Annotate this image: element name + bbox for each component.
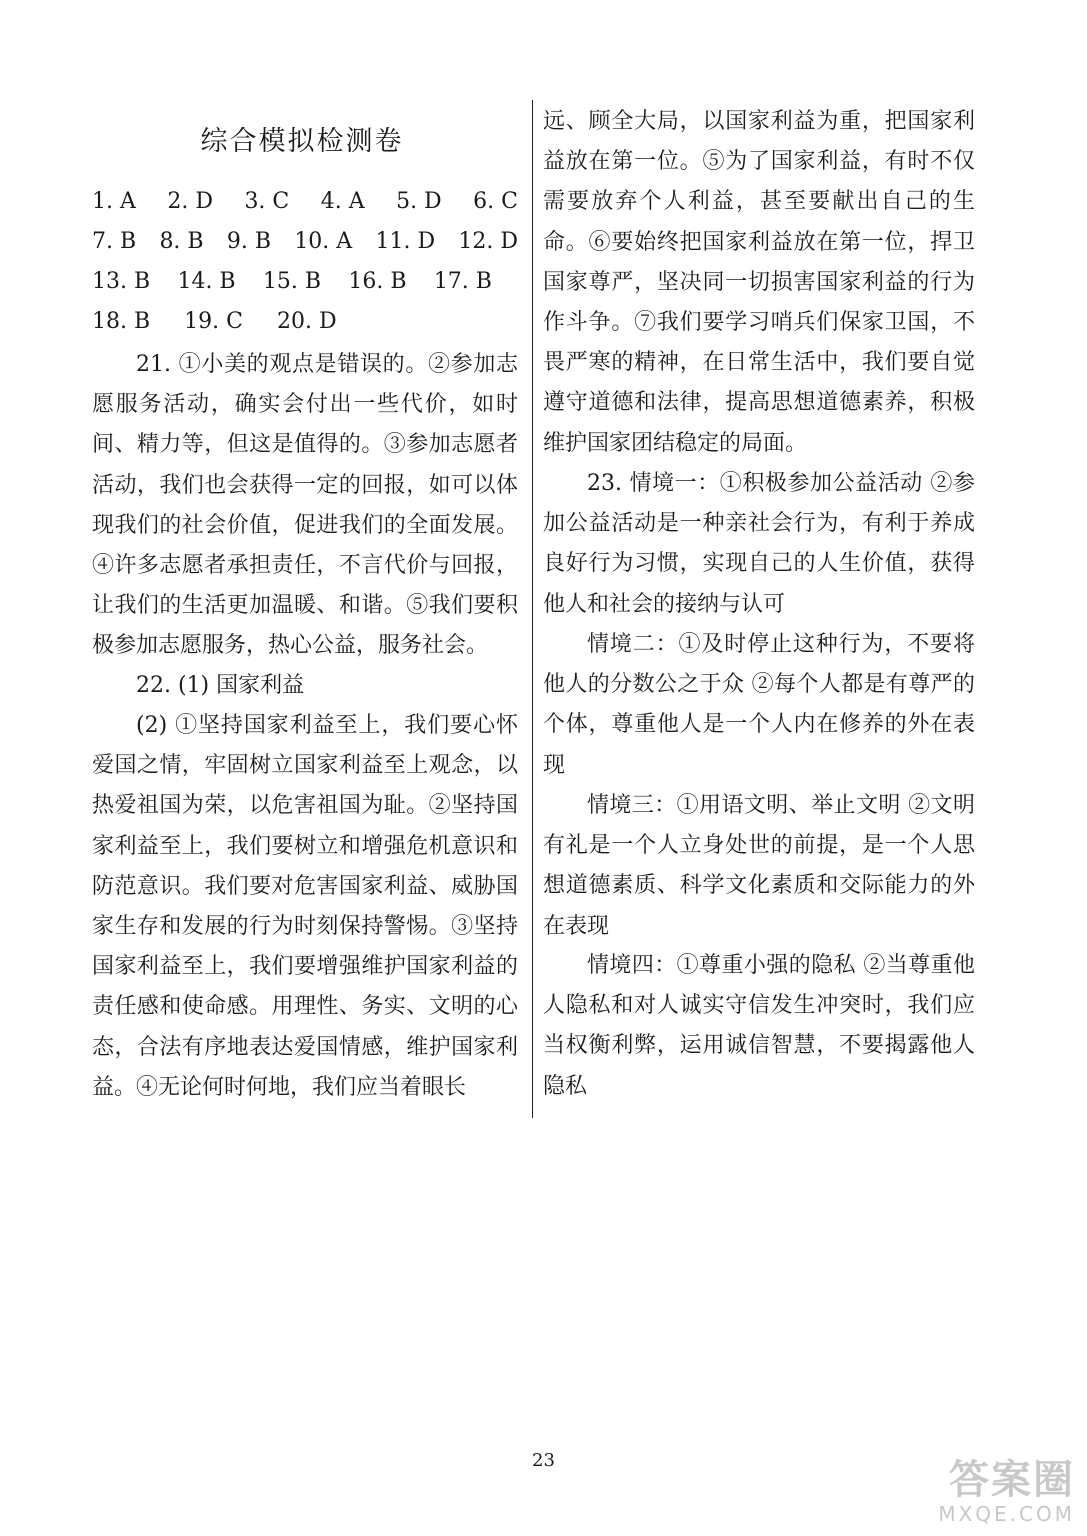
choice-item: 9. B: [226, 229, 272, 254]
column-divider: [532, 100, 533, 1118]
choice-row: [92, 302, 518, 342]
answer-22-continued: 远、顾全大局，以国家利益为重，把国家利益放在第一位。⑤为了国家利益，有时不仅需要放弃个人利益，甚至要献出自己的生命。⑥要始终把国家利益放在第一位，捍卫国家尊严，坚决同一切损害国家利益的行为作斗争。⑦我们要学习哨兵们保家卫国，不畏严寒的精神，在日常生活中，我们要自觉遵守道德和法律，提高思想道德素养，积极维护国家团结稳定的局面。: [543, 109, 975, 456]
choice-item: 6. C: [473, 189, 518, 214]
watermark-logo: [915, 1458, 1075, 1530]
choice-row: [92, 262, 492, 302]
choice-item: 14. B: [177, 269, 236, 294]
choice-item: 17. B: [433, 269, 492, 294]
choice-item: 16. B: [348, 269, 407, 294]
answer-23-scenario-4: 情境四：①尊重小强的隐私 ②当尊重他人隐私和对人诚实守信发生冲突时，我们应当权衡利弊，运用诚信智慧，不要揭露他人隐私: [543, 953, 975, 1099]
page-title: 综合模拟检测卷: [200, 126, 404, 157]
choice-item: 2. D: [167, 189, 213, 214]
choice-item: 20. D: [276, 309, 337, 334]
choice-item: 1. A: [92, 189, 136, 214]
watermark-url: MXQE.COM: [938, 1502, 1075, 1526]
choice-item: 7. B: [92, 229, 137, 254]
page-number: 23: [532, 1450, 555, 1471]
choice-item: 10. A: [294, 229, 353, 254]
answer-21: 21. ①小美的观点是错误的。②参加志愿服务活动，确实会付出一些代价，如时间、精力等，但这是值得的。③参加志愿者活动，我们也会获得一定的回报，如可以体现我们的社会价值，促进我们的全面发展。④许多志愿者承担责任，不言代价与回报，让我们的生活更加温暖、和谐。⑤我们要积极参加志愿服务，热心公益，服务社会。: [92, 352, 518, 659]
choice-item: 15. B: [262, 269, 322, 294]
watermark-text: 答案圈: [949, 1457, 1075, 1503]
answer-23-scenario-3: 情境三：①用语文明、举止文明 ②文明有礼是一个人立身处世的前提，是一个人思想道德素质、科学文化素质和交际能力的外在表现: [543, 793, 975, 939]
choice-answers: [92, 182, 518, 342]
answer-22-part1: 22. (1) 国家利益: [136, 673, 305, 698]
answer-23-scenario-2: 情境二：①及时停止这种行为，不要将他人的分数公之于众 ②每个人都是有尊严的个体，尊重他人是一个人内在修养的外在表现: [543, 632, 975, 778]
choice-item: 3. C: [244, 189, 290, 214]
choice-row: [92, 182, 518, 222]
choice-item: 4. A: [320, 189, 365, 214]
choice-item: 13. B: [92, 269, 151, 294]
choice-item: 11. D: [375, 229, 436, 254]
answer-23-scenario-1: 23. 情境一：①积极参加公益活动 ②参加公益活动是一种亲社会行为，有利于养成良好行为习惯，实现自己的人生价值，获得他人和社会的接纳与认可: [543, 471, 975, 617]
choice-item: 12. D: [458, 229, 518, 254]
answer-22-part2: (2) ①坚持国家利益至上，我们要心怀爱国之情，牢固树立国家利益至上观念，以热爱祖国为荣，以危害祖国为耻。②坚持国家利益至上，我们要树立和增强危机意识和防范意识。我们要对危害国家利益、威胁国家生存和发展的行为时刻保持警惕。③坚持国家利益至上，我们要增强维护国家利益的责任感和使命感。用理性、务实、文明的心态，合法有序地表达爱国情感，维护国家利益。④无论何时何地，我们应当着眼长: [92, 713, 518, 1100]
choice-item: 18. B: [92, 309, 151, 334]
choice-item: 19. C: [184, 309, 243, 334]
choice-item: 5. D: [396, 189, 442, 214]
choice-item: 8. B: [159, 229, 204, 254]
choice-row: [92, 222, 518, 262]
